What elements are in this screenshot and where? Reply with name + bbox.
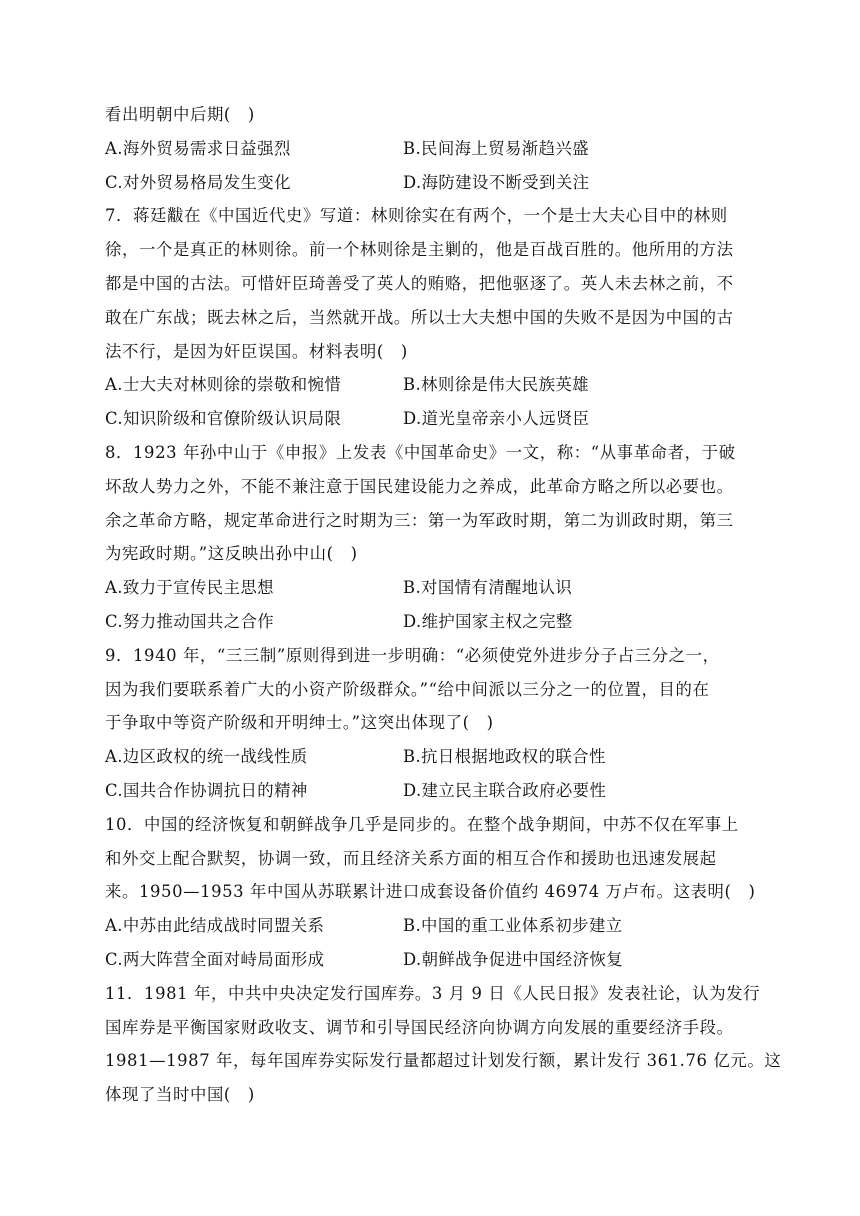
option-row [105, 368, 760, 402]
answer-option: B.民间海上贸易渐趋兴盛 [403, 138, 589, 158]
question-stem-line: 看出明朝中后期( ) [105, 105, 255, 124]
question-stem-line: 和外交上配合默契，协调一致，而且经济关系方面的相互合作和援助也迅速发展起 [105, 848, 717, 868]
question-stem-line: 11．1981 年，中共中央决定发行国库券。3 月 9 日《人民日报》发表社论，认为发行 [105, 983, 761, 1003]
answer-option: B.中国的重工业体系初步建立 [403, 916, 623, 936]
option-row [105, 740, 760, 774]
answer-option: C.国共合作协调抗日的精神 [105, 780, 308, 800]
question-stem-line: 国库券是平衡国家财政收支、调节和引导国民经济向协调方向发展的重要经济手段。 [105, 1017, 734, 1037]
question-stem-line: 9．1940 年，“三三制”原则得到进一步明确：“必须使党外进步分子占三分之一， [105, 645, 720, 665]
answer-option: C.知识阶级和官僚阶级认识局限 [105, 409, 342, 429]
question-stem-line: 法不行，是因为奸臣误国。材料表明( ) [105, 341, 408, 361]
question-stem-line: 1981—1987 年，每年国库券实际发行量都超过计划发行额，累计发行 361.76 亿元。这 [105, 1051, 782, 1071]
question-stem-line: 10．中国的经济恢复和朝鲜战争几乎是同步的。在整个战争期间，中苏不仅在军事上 [105, 814, 739, 834]
option-row [105, 571, 760, 605]
question-stem-line: 因为我们要联系着广大的小资产阶级群众。”“给中间派以三分之一的位置，目的在 [105, 679, 710, 699]
answer-option: A.士大夫对林则徐的崇敬和惋惜 [105, 375, 342, 395]
answer-option: B.林则徐是伟大民族英雄 [403, 375, 589, 395]
answer-option: D.建立民主联合政府必要性 [403, 780, 607, 800]
option-row [105, 132, 760, 166]
option-row [105, 166, 760, 200]
question-stem-line: 7．蒋廷黻在《中国近代史》写道：林则徐实在有两个，一个是士大夫心目中的林则 [105, 206, 728, 226]
question-block [105, 639, 760, 808]
question-block [105, 808, 760, 977]
option-row [105, 943, 760, 977]
answer-option: C.两大阵营全面对峙局面形成 [105, 949, 325, 969]
answer-option: D.朝鲜战争促进中国经济恢复 [403, 949, 624, 969]
answer-option: A.致力于宣传民主思想 [105, 578, 274, 598]
answer-option: B.抗日根据地政权的联合性 [403, 747, 606, 767]
question-block [105, 98, 760, 199]
answer-option: A.海外贸易需求日益强烈 [105, 138, 291, 158]
option-row [105, 774, 760, 808]
option-row [105, 605, 760, 639]
exam-page [105, 98, 782, 1112]
question-stem-line: 坏敌人势力之外，不能不兼注意于国民建设能力之养成，此革命方略之所以必要也。 [105, 476, 734, 496]
question-stem-line: 来。1950—1953 年中国从苏联累计进口成套设备价值约 46974 万卢布。这表明( ) [105, 882, 756, 902]
option-row [105, 402, 760, 436]
answer-option: A.边区政权的统一战线性质 [105, 747, 308, 767]
question-block [105, 977, 782, 1112]
answer-option: D.维护国家主权之完整 [403, 611, 573, 631]
answer-option: B.对国情有清醒地认识 [403, 578, 573, 598]
answer-option: A.中苏由此结成战时同盟关系 [105, 916, 325, 936]
question-stem-line: 体现了当时中国( ) [105, 1085, 255, 1105]
answer-option: D.海防建设不断受到关注 [403, 172, 590, 192]
answer-option: D.道光皇帝亲小人远贤臣 [403, 409, 590, 429]
answer-option: C.努力推动国共之合作 [105, 611, 275, 631]
question-stem-line: 徐，一个是真正的林则徐。前一个林则徐是主剿的，他是百战百胜的。他所用的方法 [105, 240, 734, 260]
question-stem-line: 于争取中等资产阶级和开明绅士。”这突出体现了( ) [105, 713, 494, 733]
question-block [105, 436, 760, 639]
answer-option: C.对外贸易格局发生变化 [105, 172, 291, 192]
question-stem-line: 为宪政时期。”这反映出孙中山( ) [105, 544, 358, 564]
option-row [105, 909, 760, 943]
question-block [105, 199, 760, 436]
question-stem-line: 8．1923 年孙中山于《申报》上发表《中国革命史》一文，称：“从事革命者，于破 [105, 442, 736, 462]
question-stem-line: 都是中国的古法。可惜奸臣琦善受了英人的贿赂，把他驱逐了。英人未去林之前，不 [105, 273, 734, 293]
question-stem-line: 敢在广东战；既去林之后，当然就开战。所以士大夫想中国的失败不是因为中国的古 [105, 307, 734, 327]
question-stem-line: 余之革命方略，规定革命进行之时期为三：第一为军政时期，第二为训政时期，第三 [105, 510, 734, 530]
